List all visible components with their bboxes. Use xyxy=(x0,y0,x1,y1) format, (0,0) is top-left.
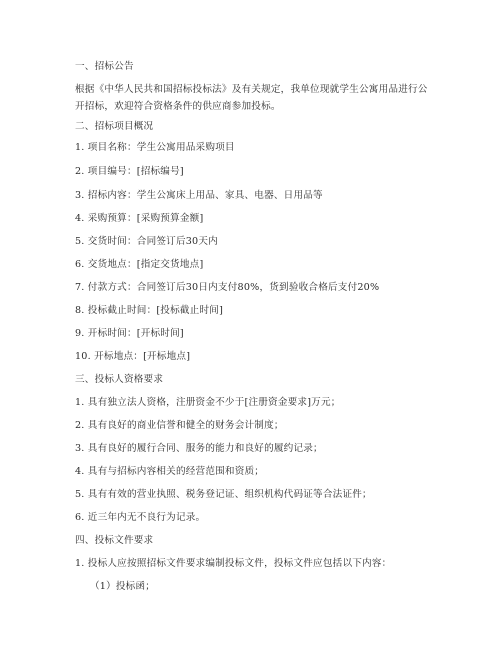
qualification-item: 3. 具有良好的履行合同、服务的能力和良好的履约记录； xyxy=(75,443,323,454)
bid-requirement-subitem: （1）投标函； xyxy=(90,581,156,592)
project-item: 4. 采购预算：[采购预算金额] xyxy=(75,213,204,224)
project-item: 10. 开标地点：[开标地点] xyxy=(75,351,191,362)
intro-paragraph: 根据《中华人民共和国招标投标法》及有关规定，我单位现就学生公寓用品进行公开招标，欢迎符合资格条件的供应商参加投标。 xyxy=(75,84,428,112)
bid-requirement-item: 1. 投标人应按照招标文件要求编制投标文件，投标文件应包括以下内容： xyxy=(75,558,392,569)
section-heading-bid-documents: 四、投标文件要求 xyxy=(75,535,154,546)
project-item: 2. 项目编号：[招标编号] xyxy=(75,166,184,177)
project-item: 9. 开标时间：[开标时间] xyxy=(75,328,184,339)
qualification-item: 5. 具有有效的营业执照、税务登记证、组织机构代码证等合法证件； xyxy=(75,489,372,500)
section-heading-announcement: 一、招标公告 xyxy=(75,61,134,72)
project-item: 1. 项目名称：学生公寓用品采购项目 xyxy=(75,142,235,153)
project-item: 6. 交货地点：[指定交货地点] xyxy=(75,259,204,270)
qualification-item: 4. 具有与招标内容相关的经营范围和资质； xyxy=(75,466,265,477)
qualification-item: 1. 具有独立法人资格，注册资金不少于[注册资金要求]万元； xyxy=(75,397,341,408)
section-heading-overview: 二、招标项目概况 xyxy=(75,121,154,132)
project-item: 5. 交货时间：合同签订后30天内 xyxy=(75,236,218,247)
project-item: 3. 招标内容：学生公寓床上用品、家具、电器、日用品等 xyxy=(75,190,323,201)
project-item: 8. 投标截止时间：[投标截止时间] xyxy=(75,305,224,316)
section-heading-qualifications: 三、投标人资格要求 xyxy=(75,374,164,385)
project-item: 7. 付款方式：合同签订后30日内支付80%，货到验收合格后支付20% xyxy=(75,282,380,293)
qualification-item: 6. 近三年内无不良行为记录。 xyxy=(75,512,206,523)
qualification-item: 2. 具有良好的商业信誉和健全的财务会计制度； xyxy=(75,420,284,431)
